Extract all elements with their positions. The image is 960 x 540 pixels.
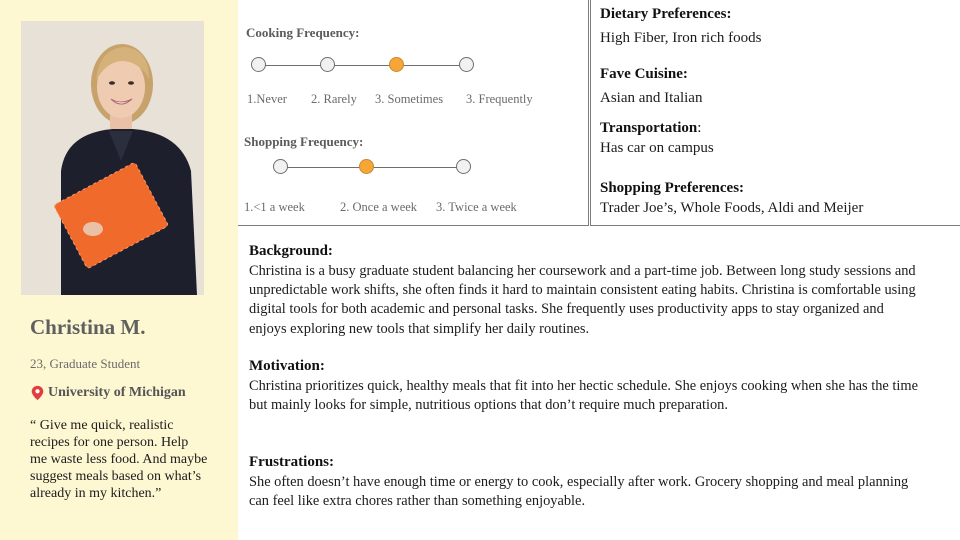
university-label: University of Michigan [48, 385, 186, 400]
profile-photo [21, 21, 204, 295]
cooking-option-dot[interactable] [459, 57, 474, 72]
shopping-option-label: 1.<1 a week [244, 200, 305, 214]
cooking-option-label: 3. Frequently [466, 92, 533, 106]
persona-portrait-illustration [21, 21, 204, 295]
preferences-panel [590, 0, 960, 226]
transportation-value: Has car on campus [600, 140, 714, 156]
persona-name: Christina M. [30, 315, 146, 339]
motivation-heading: Motivation: [249, 358, 325, 374]
dietary-heading: Dietary Preferences: [600, 6, 732, 22]
location-pin-icon [30, 385, 45, 401]
cuisine-value: Asian and Italian [600, 90, 703, 106]
persona-quote: “ Give me quick, realistic recipes for one person. Help me waste less food. And maybe suggest meals based on what’s already in my kitchen.” [30, 418, 208, 501]
transportation-colon: : [697, 120, 702, 136]
cooking-frequency-title: Cooking Frequency: [246, 25, 360, 40]
dietary-value: High Fiber, Iron rich foods [600, 30, 762, 46]
cooking-option-label: 1.Never [247, 92, 287, 106]
cooking-frequency-track [259, 65, 467, 66]
cooking-option-dot[interactable] [320, 57, 335, 72]
background-heading: Background: [249, 243, 333, 259]
shopping-pref-heading: Shopping Preferences: [600, 180, 745, 196]
cuisine-heading: Fave Cuisine: [600, 66, 688, 82]
cooking-option-label: 2. Rarely [311, 92, 357, 106]
frequency-panel [238, 0, 589, 226]
cooking-option-label: 3. Sometimes [375, 92, 444, 106]
persona-role: 23, Graduate Student [30, 356, 141, 371]
cooking-option-dot[interactable] [251, 57, 266, 72]
shopping-pref-value: Trader Joe’s, Whole Foods, Aldi and Meijer [600, 200, 864, 216]
cooking-option-dot[interactable] [389, 57, 404, 72]
persona-university [30, 385, 186, 401]
profile-panel [0, 0, 238, 540]
shopping-option-dot[interactable] [456, 159, 471, 174]
motivation-text: Christina prioritizes quick, healthy meals that fit into her hectic schedule. She enjoys cooking when she has the time but mainly looks for simple, nutritious options that don’t require much preparation. [249, 378, 918, 414]
transportation-heading [600, 120, 701, 137]
frustrations-heading: Frustrations: [249, 454, 334, 470]
shopping-option-dot[interactable] [273, 159, 288, 174]
shopping-option-dot[interactable] [359, 159, 374, 174]
shopping-option-label: 2. Once a week [340, 200, 418, 214]
shopping-option-label: 3. Twice a week [436, 200, 517, 214]
background-text: Christina is a busy graduate student balancing her coursework and a part-time job. Between long study sessions and unpredictable work shifts, she often finds it hard to maintain consistent eating habits. Christina is comfortable using digital tools for both academic and personal tasks. She frequently uses productivity apps to stay organized and enjoys exploring new tools that simplify her daily routines. [249, 263, 916, 337]
transportation-heading-text: Transportation [600, 120, 698, 136]
shopping-frequency-title: Shopping Frequency: [244, 134, 364, 149]
frustrations-text: She often doesn’t have enough time or energy to cook, especially after work. Grocery shopping and meal planning can feel like extra chores rather than something enjoyable. [249, 474, 909, 510]
